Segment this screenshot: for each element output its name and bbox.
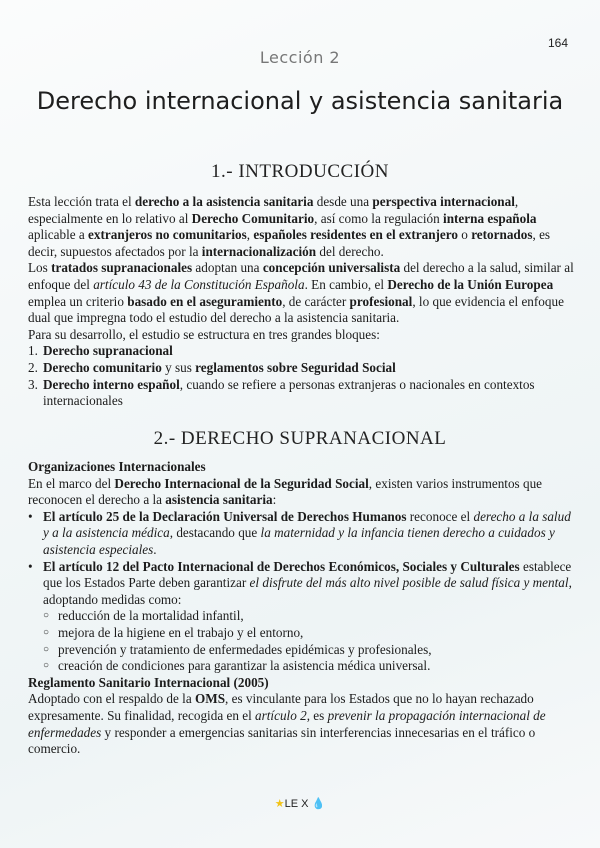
- italic-text: derecho a la salud y a la asistencia médica: [43, 508, 571, 541]
- list-marker: ○: [43, 610, 50, 622]
- section-heading-introduccion: 1.- INTRODUCCIÓN: [211, 161, 389, 182]
- text-run: establece que los Estados Parte deben garantizar: [43, 558, 572, 591]
- text-run: :: [272, 492, 277, 508]
- text-run: aplicable a: [28, 227, 89, 243]
- bold-text: derecho a la asistencia sanitaria: [134, 194, 314, 209]
- bold-text: concepción universalista: [262, 260, 401, 276]
- numbered-list-item: [28, 343, 576, 360]
- bold-text: reglamentos sobre Seguridad Social: [195, 359, 396, 375]
- bullet-list-item: [28, 559, 576, 609]
- numbered-list-item: [28, 377, 576, 410]
- text-run: En el marco del: [28, 475, 115, 491]
- italic-text: el disfrute del más alto nivel posible de salud física y mental: [249, 575, 569, 591]
- list-item-text: [58, 642, 432, 659]
- list-marker: ○: [43, 626, 50, 638]
- text-run: , así como la regulación: [314, 210, 444, 226]
- bold-text: El artículo 25 de la Declaración Universal de Derechos Humanos: [43, 508, 407, 524]
- bold-text: OMS: [195, 691, 226, 707]
- text-run: Los: [28, 260, 52, 276]
- list-marker: •: [28, 558, 33, 574]
- text-run: , adoptando medidas como:: [43, 575, 572, 607]
- text-run: .: [153, 541, 157, 557]
- bold-text: Derecho de la Unión Europea: [387, 276, 554, 292]
- paragraph: [28, 691, 576, 757]
- bold-text: interna española: [443, 210, 537, 226]
- list-marker: ○: [43, 643, 50, 655]
- text-run: creación de condiciones para garantizar la asistencia médica universal.: [58, 658, 431, 674]
- list-item-text: [43, 377, 576, 410]
- footer-logo: [0, 797, 600, 810]
- bold-text: El artículo 12 del Pacto Internacional de Derechos Económicos, Sociales y Culturales: [43, 558, 520, 574]
- text-run: , existen varios instrumentos que reconocen el derecho a la: [28, 475, 543, 508]
- text-run: o: [458, 227, 472, 243]
- bold-text: Derecho supranacional: [43, 343, 173, 359]
- bold-text: Derecho Comunitario: [191, 210, 315, 226]
- drop-icon: 💧: [311, 798, 326, 810]
- sub-list-item: [28, 658, 576, 675]
- italic-text: prevenir la propagación internacional de enfermedades: [28, 707, 546, 740]
- bold-text: basado en el aseguramiento: [127, 293, 283, 309]
- italic-text: artículo 2: [255, 707, 307, 723]
- page-number: 164: [548, 36, 569, 50]
- paragraph: [28, 459, 576, 476]
- paragraph: [28, 194, 576, 260]
- bullet-list-item: [28, 509, 576, 559]
- text-run: , lo que evidencia el enfoque dual que impregna todo el estudio del derecho a la asistencia sanitaria.: [28, 293, 564, 326]
- paragraph: [28, 327, 576, 344]
- lesson-label: Lección 2: [259, 48, 341, 67]
- paragraph: [28, 675, 576, 692]
- text-run: emplea un criterio: [28, 293, 128, 309]
- text-run: reconoce el: [406, 508, 474, 524]
- text-run: desde una: [313, 194, 373, 209]
- bold-text: españoles residentes en el extranjero: [253, 227, 458, 243]
- sub-list-item: [28, 625, 576, 642]
- text-run: , es decir, supuestos afectados por la: [28, 227, 551, 259]
- text-run: Para su desarrollo, el estudio se estructura en tres grandes bloques:: [28, 326, 380, 342]
- list-marker: 2.: [28, 359, 38, 375]
- numbered-list-item: [28, 360, 576, 377]
- bold-text: tratados supranacionales: [51, 260, 193, 276]
- text-run: mejora de la higiene en el trabajo y el entorno,: [58, 624, 304, 640]
- text-run: ,: [246, 227, 254, 243]
- list-item-text: [58, 608, 244, 625]
- text-run: y sus: [161, 359, 196, 375]
- section-heading-derecho-supranacional: 2.- DERECHO SUPRANACIONAL: [153, 428, 447, 449]
- text-run: y responder a emergencias sanitarias sin interferencias innecesarias en el tráfico o comercio.: [28, 724, 536, 757]
- list-marker: •: [28, 508, 33, 524]
- text-run: , destacando que: [169, 525, 261, 541]
- star-icon: ★: [274, 798, 285, 810]
- bold-text: Derecho Internacional de la Seguridad Social: [114, 475, 369, 491]
- bold-text: retornados: [471, 227, 533, 243]
- list-marker: 3.: [28, 376, 38, 392]
- bold-text: internacionalización: [201, 243, 317, 259]
- paragraph: [28, 260, 576, 326]
- bold-text: perspectiva internacional: [372, 194, 515, 209]
- list-item-text: [58, 625, 303, 642]
- text-run: prevención y tratamiento de enfermedades epidémicas y profesionales,: [58, 641, 432, 657]
- bold-text: profesional: [349, 293, 413, 309]
- text-run: , especialmente en lo relativo al: [28, 194, 519, 226]
- italic-text: la maternidad y la infancia tienen derecho a cuidados y asistencia especiales: [43, 525, 555, 557]
- text-run: adoptan una: [192, 260, 263, 276]
- sub-list-item: [28, 642, 576, 659]
- bold-text: Reglamento Sanitario Internacional (2005): [28, 674, 269, 690]
- text-run: Adoptado con el respaldo de la: [28, 691, 195, 707]
- text-run: . En cambio, el: [304, 276, 388, 292]
- text-run: , es: [306, 707, 328, 723]
- text-run: del derecho a la salud, similar al enfoque del: [28, 260, 574, 292]
- text-run: , cuando se refiere a personas extranjeras o nacionales en contextos internacionales: [43, 376, 535, 409]
- italic-text: artículo 43 de la Constitución Española: [93, 276, 305, 292]
- text-run: reducción de la mortalidad infantil,: [58, 608, 244, 624]
- list-item-text: [43, 343, 173, 360]
- list-item-text: [58, 658, 430, 675]
- list-marker: 1.: [28, 343, 38, 359]
- list-item-text: [43, 509, 576, 559]
- text-run: , de carácter: [282, 293, 350, 309]
- list-item-text: [43, 360, 396, 377]
- bold-text: Derecho interno español: [43, 376, 180, 392]
- section-body-introduccion: [28, 194, 576, 410]
- bold-text: extranjeros no comunitarios: [88, 227, 247, 243]
- text-run: Esta lección trata el: [28, 194, 135, 209]
- footer-text: LE X: [284, 798, 309, 810]
- text-run: del derecho.: [316, 243, 384, 259]
- paragraph: [28, 476, 576, 509]
- list-marker: ○: [43, 660, 50, 672]
- page-title: Derecho internacional y asistencia sanitaria: [36, 87, 564, 115]
- sub-list-item: [28, 608, 576, 625]
- bold-text: asistencia sanitaria: [165, 492, 273, 508]
- list-item-text: [43, 559, 576, 609]
- section-body-derecho-supranacional: [28, 459, 576, 758]
- text-run: , es vinculante para los Estados que no lo hayan rechazado expresamente. Su finalidad, recogida en el: [28, 691, 534, 723]
- bold-text: Derecho comunitario: [43, 359, 162, 375]
- bold-text: Organizaciones Internacionales: [28, 459, 206, 474]
